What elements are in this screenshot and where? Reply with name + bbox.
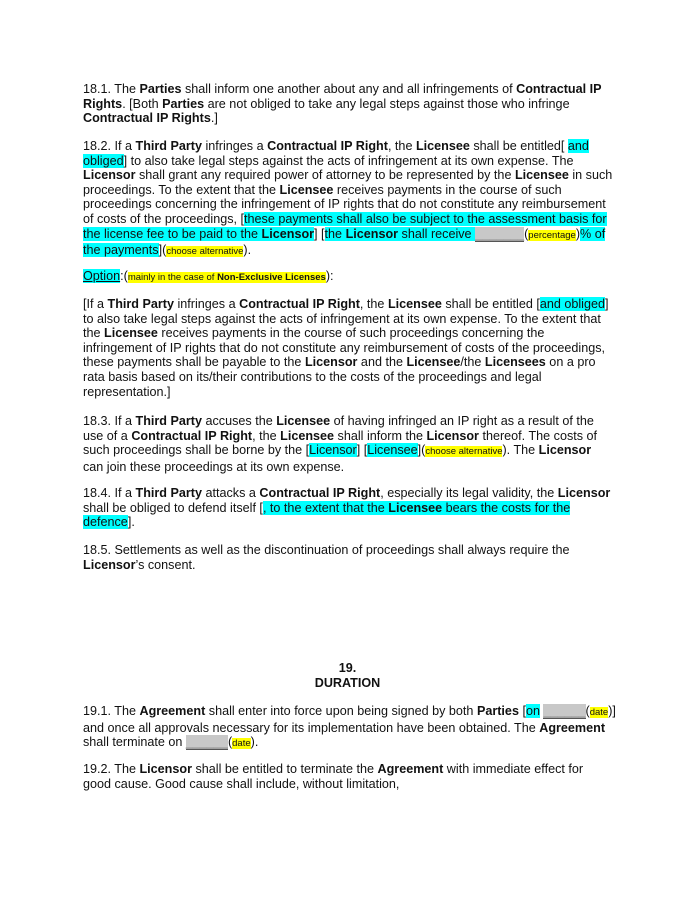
defined-term: Third Party — [107, 297, 174, 311]
text-segment: .] — [210, 111, 218, 126]
text-segment: , the — [387, 139, 416, 153]
text-segment: , the — [252, 428, 281, 443]
text-segment: 19.1. The — [83, 704, 140, 718]
text-segment: 18.3. If a — [83, 414, 136, 428]
text-segment: 19.2. The — [83, 762, 140, 776]
text-segment: , especially its legal validity, the — [380, 486, 558, 500]
text-segment: 18.5. Settlements as well as the discontinuation of proceedings shall always require the — [83, 543, 570, 557]
text-segment: shall be obliged to defend itself [ — [83, 500, 263, 515]
defined-term: Licensor — [557, 486, 611, 500]
paragraph-18-5 — [83, 543, 583, 572]
optional-text: , to the extent that the — [262, 500, 389, 515]
defined-term: Third Party — [135, 486, 202, 500]
optional-text: % of the payments — [83, 226, 606, 258]
optional-text: Licensee — [367, 443, 418, 458]
text-segment: shall terminate on — [83, 735, 186, 750]
defined-term: Licensees — [484, 355, 546, 370]
defined-term: Contractual IP Right — [239, 297, 360, 311]
text-segment: ]( — [417, 443, 426, 458]
instruction-note: choose alternative — [166, 246, 244, 258]
defined-term: Parties — [162, 96, 205, 111]
text-segment: thereof. The costs of such proceedings shall be borne by the [ — [83, 428, 598, 458]
defined-term: Contractual IP Right — [131, 428, 253, 443]
optional-text: the — [324, 226, 346, 241]
text-segment: ] [ — [356, 443, 368, 458]
text-segment: with immediate effect for good cause. Good cause shall include, without limitation, — [83, 762, 584, 791]
text-segment: infringes a — [202, 139, 268, 153]
defined-term: Third Party — [135, 414, 202, 428]
blank-field[interactable]: _______ — [475, 226, 525, 241]
paragraph-18-1 — [83, 82, 603, 126]
text-segment: shall enter into force upon being signed by both — [205, 704, 477, 718]
optional-text: Licensor — [261, 226, 315, 241]
text-segment: shall inform one another about any and all infringements of — [181, 82, 517, 96]
instruction-note: Non-Exclusive Licenses — [217, 272, 326, 283]
instruction-note: mainly in the case of — [127, 272, 218, 283]
text-segment: ). The — [502, 443, 539, 458]
optional-text: shall receive — [398, 226, 476, 241]
text-segment: 18.4. If a — [83, 486, 136, 500]
text-segment: 18.1. The — [83, 82, 140, 96]
text-segment: receives payments in the course of such proceedings concerning the infringement of IP rights that do not constitute any reimbursement of costs of the proceedings, these payments shall be payable to the — [83, 326, 605, 370]
text-segment: accuses the — [202, 414, 277, 428]
instruction-note: choose alternative — [425, 446, 503, 458]
defined-term: Contractual IP Rights — [83, 111, 211, 126]
defined-term: Licensee — [280, 428, 335, 443]
text-segment: and the — [357, 355, 407, 370]
text-segment: ’s consent. — [135, 557, 196, 572]
optional-text: Licensor — [345, 226, 399, 241]
optional-text: bears the costs for the defence — [83, 500, 571, 530]
text-segment: )] and once all approvals necessary for its implementation have been obtained. The — [83, 704, 616, 735]
optional-text: Licensor — [309, 443, 357, 458]
text-segment: shall be entitled[ — [469, 139, 568, 153]
defined-term: Licensor — [139, 762, 192, 776]
defined-term: Parties — [476, 704, 519, 718]
text-segment: infringes a — [173, 297, 240, 311]
defined-term: Licensee — [276, 414, 331, 428]
defined-term: Licensee — [415, 139, 470, 153]
text-segment: on a pro rata basis based on its/their contributions to the costs of the proceedings and legal representation.] — [83, 355, 596, 399]
text-segment: ]( — [158, 243, 167, 258]
defined-term: Contractual IP Rights — [83, 82, 602, 111]
defined-term: Licensor — [304, 355, 358, 370]
defined-term: Licensor — [83, 168, 136, 183]
defined-term: Agreement — [139, 704, 206, 718]
text-segment: in such proceedings. To the extent that the — [83, 168, 613, 197]
instruction-note: date — [232, 738, 251, 750]
text-segment: :( — [120, 269, 128, 283]
text-segment: shall inform the — [334, 428, 427, 443]
text-segment: ) — [575, 226, 581, 241]
text-segment: ). — [250, 735, 259, 750]
text-segment: are not obliged to take any legal steps against those who infringe — [204, 96, 570, 111]
defined-term: Licensor — [426, 428, 479, 443]
defined-term: Third Party — [135, 139, 202, 153]
text-segment: 18.2. If a — [83, 139, 136, 153]
text-segment: ): — [325, 269, 334, 283]
optional-text: these payments shall also be subject to the assessment basis for the license fee to be paid to the — [83, 211, 607, 241]
text-segment: ). — [243, 243, 252, 258]
section-title: DURATION — [314, 676, 381, 690]
text-segment: , the — [359, 297, 388, 311]
defined-term: Agreement — [377, 762, 444, 776]
text-segment: shall grant any required power of attorney to be represented by the — [135, 168, 515, 183]
text-segment: receives payments in the course of such proceedings concerning the infringement of IP rights that do not constitute any reimbursement of costs of the proceedings, [ — [83, 182, 606, 226]
blank-field[interactable]: ______ — [543, 704, 586, 718]
defined-term: Licensee — [279, 182, 334, 197]
text-segment: ( — [585, 704, 590, 718]
text-segment: shall be entitled to terminate the — [191, 762, 378, 776]
blank-field[interactable]: ______ — [185, 735, 228, 750]
paragraph-18-2 — [83, 139, 613, 260]
instruction-note: date — [589, 707, 609, 718]
paragraph-18-3 — [83, 414, 613, 474]
defined-term: Parties — [139, 82, 182, 96]
optional-text: Licensee — [388, 500, 443, 515]
text-segment: ] to also take legal steps against the acts of infringement at its own expense. The — [123, 153, 574, 168]
defined-term: Licensee — [104, 326, 158, 341]
paragraph-18-4 — [83, 486, 613, 530]
section-number: 19. — [338, 661, 357, 675]
defined-term: Licensee — [406, 355, 461, 370]
instruction-note: percentage — [528, 229, 576, 241]
optional-text: and obliged — [83, 139, 589, 168]
text-segment: can join these proceedings at its own expense. — [83, 459, 345, 474]
defined-term: Licensee — [387, 297, 442, 311]
text-segment: attacks a — [202, 486, 260, 500]
defined-term: Licensor — [83, 557, 136, 572]
text-segment: ] to also take legal steps against the acts of infringement at its own expense. To the extent that the — [83, 297, 609, 341]
paragraph-19-2 — [83, 762, 613, 791]
paragraph-option-text — [83, 297, 613, 399]
text-segment: ( — [227, 735, 233, 750]
text-segment: [If a — [83, 297, 108, 311]
defined-term: Licensor — [538, 443, 592, 458]
text-segment: /the — [460, 355, 485, 370]
defined-term: Contractual IP Right — [259, 486, 381, 500]
defined-term: Licensee — [514, 168, 569, 183]
defined-term: Agreement — [539, 720, 606, 735]
text-segment: ]. — [127, 515, 135, 530]
text-segment: shall be entitled [ — [441, 297, 540, 311]
text-segment: ( — [524, 226, 529, 241]
optional-text: Option — [83, 269, 121, 283]
text-segment: [ — [518, 704, 526, 718]
paragraph-19-1 — [83, 704, 618, 752]
text-segment: ] [ — [314, 226, 325, 241]
optional-text: and obliged — [539, 297, 605, 311]
text-segment: of having infringed an IP right as a result of the use of a — [83, 414, 594, 443]
optional-text: on — [525, 704, 540, 718]
text-segment: . [Both — [122, 96, 163, 111]
defined-term: Contractual IP Right — [267, 139, 388, 153]
paragraph-option-label — [83, 269, 613, 286]
